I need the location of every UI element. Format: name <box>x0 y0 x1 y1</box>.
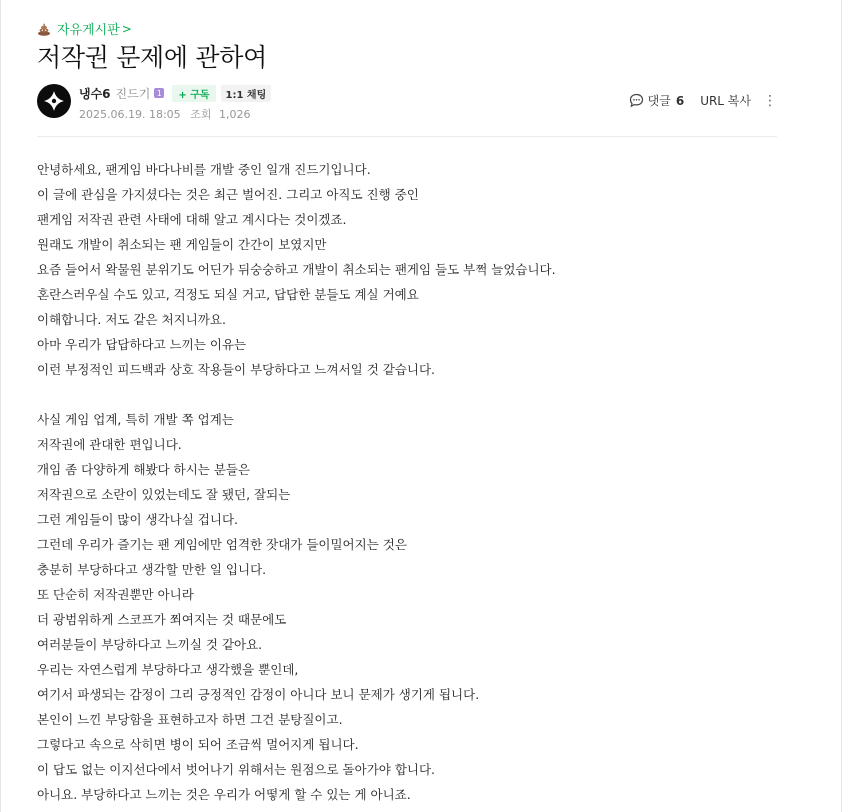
post-meta <box>79 106 250 122</box>
views-label: 조회 <box>190 108 212 121</box>
grade-level-badge: 1 <box>154 88 164 98</box>
content-line: 원래도 개발이 취소되는 팬 게임들이 간간이 보였지만 <box>37 237 327 252</box>
post-date: 2025.06.19. 18:05 <box>79 108 181 121</box>
content-line: 그런데 우리가 즐기는 팬 게임에만 엄격한 잣대가 들이밀어지는 것은 <box>37 537 407 552</box>
content-line: 그렇다고 속으로 삭히면 병이 되어 조금씩 멀어지게 됩니다. <box>37 737 359 752</box>
comment-link[interactable] <box>629 92 685 109</box>
content-line: 본인이 느낀 부당함을 표현하고자 하면 그건 분탕질이고. <box>37 712 343 727</box>
url-copy-button[interactable]: URL 복사 <box>700 94 751 108</box>
author-line <box>79 84 271 102</box>
post-content <box>37 157 777 807</box>
board-name: 자유게시판 <box>57 23 120 38</box>
content-line: 이 답도 없는 이지선다에서 벗어나기 위해서는 원점으로 돌아가야 합니다. <box>37 762 436 777</box>
content-line: 더 광범위하게 스코프가 쬐여지는 것 때문에도 <box>37 612 287 627</box>
content-line: 충분히 부당하다고 생각할 만한 일 입니다. <box>37 562 267 577</box>
content-line: 개임 좀 다양하게 해봤다 하시는 분들은 <box>37 462 251 477</box>
author-grade: 진드기 <box>115 86 151 101</box>
comment-count: 6 <box>675 93 685 108</box>
speech-bubble-icon <box>629 93 644 108</box>
content-line: 그런 게임들이 많이 생각나실 겁니다. <box>37 512 238 527</box>
board-link[interactable] <box>37 19 132 38</box>
follow-button[interactable]: + 구독 <box>172 85 215 102</box>
content-line: 이 글에 관심을 가지셨다는 것은 최근 벌어진. 그리고 아직도 진행 중인 <box>37 187 419 202</box>
content-line: 팬게임 저작권 관련 사태에 대해 알고 계시다는 것이겠죠. <box>37 212 347 227</box>
content-line: 안녕하세요, 팬게임 바다나비를 개발 중인 일개 진드기입니다. <box>37 162 371 177</box>
vertical-ellipsis-icon[interactable]: ⋮ <box>763 92 777 109</box>
content-line: 우리는 자연스럽게 부당하다고 생각했을 뿐인데, <box>37 662 299 677</box>
content-line: 사실 게임 업계, 특히 개발 쪽 업계는 <box>37 412 234 427</box>
left-border <box>0 0 1 812</box>
comment-label: 댓글 <box>647 94 671 108</box>
content-line: 요즘 들어서 왁물원 분위기도 어딘가 뒤숭숭하고 개발이 취소되는 팬게임 들도 부쩍 늘었습니다. <box>37 262 556 277</box>
avatar[interactable] <box>37 84 71 118</box>
content-line: 아마 우리가 답답하다고 느끼는 이유는 <box>37 337 247 352</box>
content-blank-line <box>37 382 777 407</box>
right-border <box>841 0 842 812</box>
content-line: 혼란스러우실 수도 있고, 걱정도 되실 거고, 답답한 분들도 계실 거예요 <box>37 287 419 302</box>
poop-emoji-icon <box>37 22 51 36</box>
content-line: 저작권에 관대한 편입니다. <box>37 437 182 452</box>
post-title: 저작권 문제에 관하여 <box>37 43 267 72</box>
chat-button[interactable]: 1:1 채팅 <box>221 85 272 102</box>
author-nickname[interactable]: 냉수6 <box>79 86 111 101</box>
content-line: 저작권으로 소란이 있었는데도 잘 됐던, 잘되는 <box>37 487 291 502</box>
content-line: 여러분들이 부당하다고 느끼실 것 같아요. <box>37 637 263 652</box>
content-line: 아니요. 부당하다고 느끼는 것은 우리가 어떻게 할 수 있는 게 아니죠. <box>37 787 411 802</box>
content-line: 이런 부정적인 피드백과 상호 작용들이 부당하다고 느껴서일 것 같습니다. <box>37 362 436 377</box>
author-row <box>37 84 777 124</box>
post-actions <box>629 92 777 109</box>
four-point-star-logo <box>42 89 66 113</box>
content-line: 여기서 파생되는 감정이 그리 긍정적인 감정이 아니다 보니 문제가 생기게 됩니다. <box>37 687 480 702</box>
views-count: 1,026 <box>218 108 251 121</box>
content-line: 또 단순히 저작권뿐만 아니라 <box>37 587 194 602</box>
chevron-right-icon: > <box>121 21 132 36</box>
header-divider <box>37 136 777 137</box>
content-line: 이해합니다. 저도 같은 처지니까요. <box>37 312 226 327</box>
